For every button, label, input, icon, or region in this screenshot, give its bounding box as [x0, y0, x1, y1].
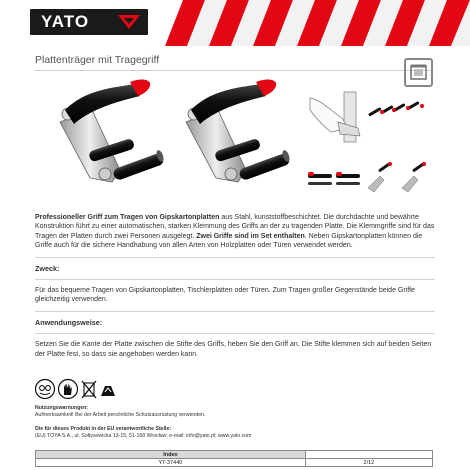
warnings-block — [35, 405, 435, 419]
divider — [35, 311, 435, 312]
page-header — [0, 0, 470, 46]
index-code: YT-37440 — [36, 459, 306, 467]
responsible-block — [35, 426, 435, 440]
index-page: 2/12 — [305, 459, 432, 467]
description-lead: Professioneller Griff zum Tragen von Gipskartonplatten — [35, 214, 220, 221]
divider — [35, 333, 435, 334]
divider — [35, 257, 435, 258]
index-header: Index — [36, 451, 306, 459]
usage-heading: Anwendungsweise: — [35, 317, 103, 327]
content-text — [35, 213, 435, 365]
purpose-heading: Zweck: — [35, 263, 60, 273]
description-text-1: aus Stahl, kunststoffbeschichtet. Die durchdachte und bewährte Konstruktion führt zu einer automatischen, starken Klemmung des Griffs an der zu tragenden Platte. Die Klemmgriffe sind für das Tragen der Platten durch zwei Personen ausgelegt. — [35, 214, 435, 240]
mini-handles-top — [368, 101, 424, 117]
brand-name: YATO — [41, 12, 90, 31]
gloves-icon — [59, 380, 78, 399]
goggles-icon — [36, 380, 55, 399]
divider — [35, 279, 435, 280]
recycle-bin-icon — [82, 381, 115, 398]
page-title: Plattenträger mit Tragegriff — [35, 54, 160, 66]
index-blank — [305, 451, 432, 459]
description-text-2: . Neben Gipskartonplatten können die Griffe auch für die sichere Handhabung von allen Arten von Holzplatten oder Türen verwendet werden. — [35, 232, 423, 250]
yato-logo-icon — [116, 13, 142, 31]
handle-right — [186, 79, 291, 182]
handle-left — [60, 79, 165, 182]
warnings-text: Aufmerksamkeit! Bei der Arbeit persönliche Schutzausrüstung verwenden. — [35, 412, 206, 418]
product-image-usage — [302, 88, 442, 206]
package-icon — [404, 58, 433, 87]
yato-logo — [30, 9, 148, 35]
description-paragraph — [35, 213, 435, 251]
purpose-text: Für das bequeme Tragen von Gipskartonplatten, Tischlerplatten oder Türen. Zum Tragen großer Gegenstände beide Griffe gleichzeitig verwenden. — [35, 287, 415, 304]
warnings-heading: Nutzungswarnungen: — [35, 405, 89, 411]
mini-handles-bottom — [308, 162, 426, 192]
header-stripes — [165, 0, 470, 46]
usage-text: Setzen Sie die Kante der Platte zwischen die Stifte des Griffs, heben Sie den Griff an. Die Stifte klemmen sich auf beiden Seiten der Platte fest, so dass sie angehoben werden kann. — [35, 341, 432, 358]
index-table — [35, 450, 433, 467]
safety-icons — [35, 378, 125, 400]
description-highlight: Zwei Griffe sind im Set enthalten — [196, 232, 305, 240]
responsible-text: (EU) TOYA S.A., ul. Sołtysowicka 13-15, 51-168 Wrocław; e-mail: info@yato.pl; www.yato.com — [35, 433, 252, 439]
product-image-handles — [30, 70, 310, 205]
responsible-heading: Die für dieses Produkt in der EU verantwortliche Stelle: — [35, 426, 172, 432]
